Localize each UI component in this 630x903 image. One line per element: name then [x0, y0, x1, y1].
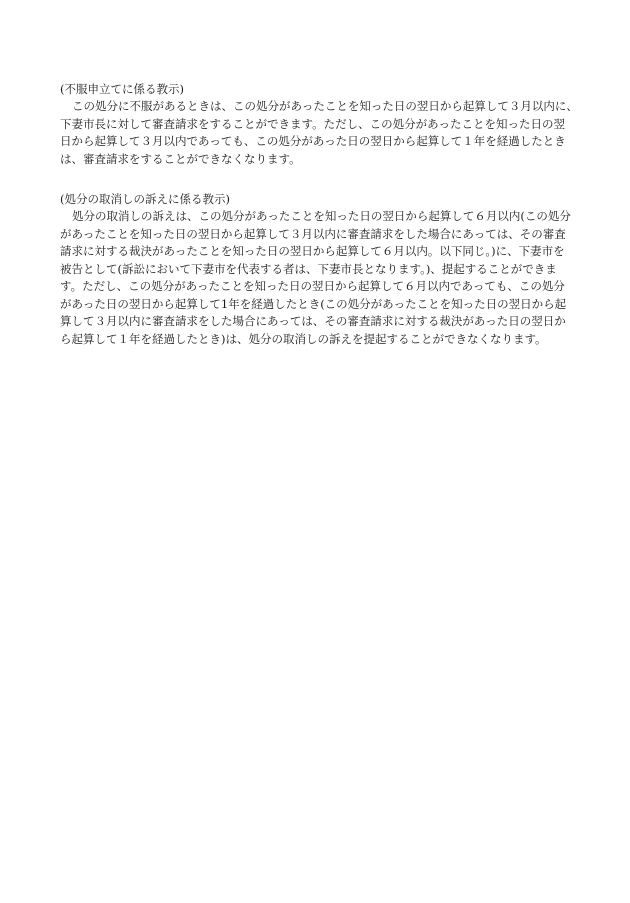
revocation-suit-heading: (処分の取消しの訴えに係る教示)	[60, 192, 230, 206]
revocation-suit-line: があった日の翌日から起算して1年を経過したとき(この処分があったことを知った日の翌日から起	[60, 296, 567, 311]
appeal-notice-line: 下妻市長に対して審査請求をすることができます。ただし、この処分があったことを知った日の翌	[60, 116, 565, 131]
appeal-notice-line: は、審査請求をすることができなくなります。	[60, 151, 301, 166]
revocation-suit-line: 被告として(訴訟において下妻市を代表する者は、下妻市長となります。)、提起することができま	[60, 261, 557, 276]
appeal-notice-line: この処分に不服があるときは、この処分があったことを知った日の翌日から起算して３月以内に、	[72, 99, 578, 113]
appeal-notice-section	[60, 81, 578, 168]
revocation-suit-line: ら起算して１年を経過したとき)は、処分の取消しの訴えを提起することができなくなります。	[60, 331, 547, 346]
revocation-suit-line: す。ただし、この処分があったことを知った日の翌日から起算して６月以内であっても、この処分	[60, 279, 565, 293]
revocation-suit-section	[60, 191, 578, 348]
revocation-suit-line: があったことを知った日の翌日から起算して３月以内に審査請求をした場合にあっては、その審査	[60, 226, 566, 241]
appeal-notice-line: 日から起算して３月以内であっても、この処分があった日の翌日から起算して１年を経過したとき	[60, 134, 566, 148]
revocation-suit-line: 算して３月以内に審査請求をした場合にあっては、その審査請求に対する裁決があった日の翌日か	[60, 314, 566, 328]
revocation-suit-line: 処分の取消しの訴えは、この処分があったことを知った日の翌日から起算して６月以内(この処分	[72, 209, 571, 223]
revocation-suit-line: 請求に対する裁決があったことを知った日の翌日から起算して６月以内。以下同じ。)に、下妻市を	[60, 244, 565, 258]
appeal-notice-heading: (不服申立てに係る教示)	[60, 82, 184, 96]
